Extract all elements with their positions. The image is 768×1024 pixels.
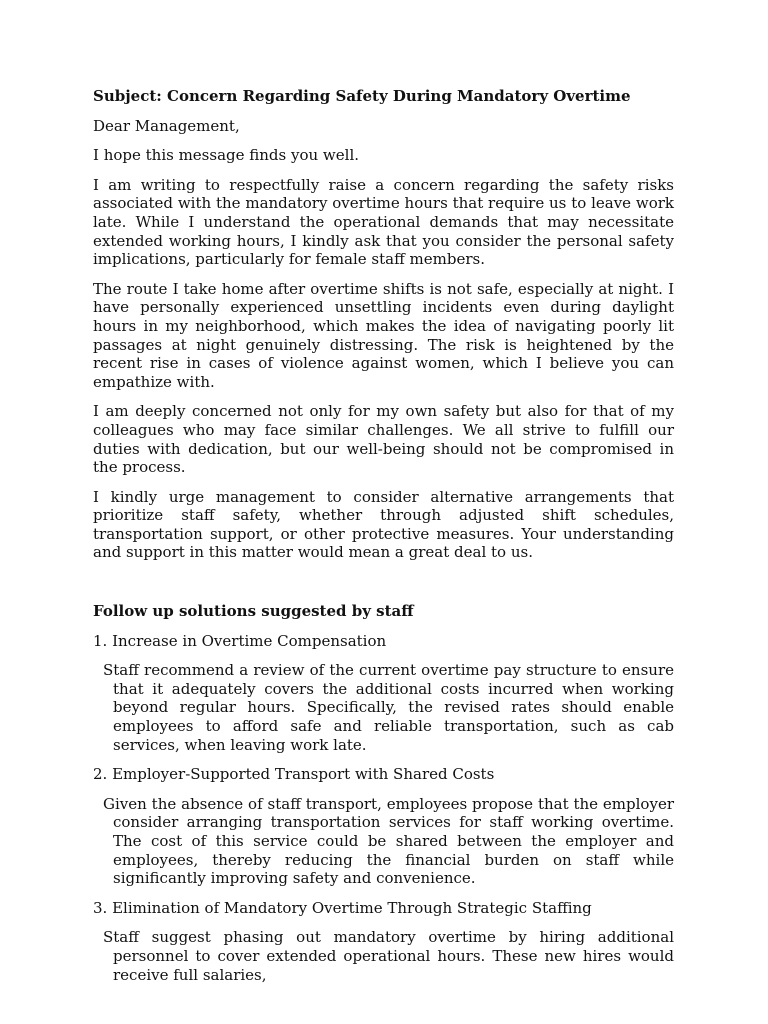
solution-1-body: Staff recommend a review of the current overtime pay structure to ensure that it adequately covers the additional costs incurred when working beyond regular hours. Specifically, the revised rates should enable employees to afford safe and reliable transportation, such as cab services, when leaving work late. bbox=[103, 661, 674, 754]
body-paragraph-1: I am writing to respectfully raise a concern regarding the safety risks associated with the mandatory overtime hours that require us to leave work late. While I understand the operational demands that may necessitate extended working hours, I kindly ask that you consider the personal safety implications, particularly for female staff members. bbox=[93, 175, 674, 269]
solution-3-body: Staff suggest phasing out mandatory overtime by hiring additional personnel to cover extended operational hours. These new hires would receive full salaries, bbox=[103, 928, 674, 984]
solutions-title: Follow up solutions suggested by staff bbox=[93, 602, 414, 621]
solution-1-heading: 1. Increase in Overtime Compensation bbox=[93, 631, 387, 650]
salutation: Dear Management, bbox=[93, 116, 240, 135]
body-paragraph-2: The route I take home after overtime shifts is not safe, especially at night. I have personally experienced unsettling incidents even during daylight hours in my neighborhood, which makes the idea of navigating poorly lit passages at night genuinely distressing. The risk is heightened by the recent rise in cases of violence against women, which I believe you can empathize with. bbox=[93, 279, 674, 391]
solution-3-heading: 3. Elimination of Mandatory Overtime Through Strategic Staffing bbox=[93, 898, 592, 917]
document-page bbox=[93, 87, 674, 995]
body-paragraph-3: I am deeply concerned not only for my own safety but also for that of my colleagues who may face similar challenges. We all strive to fulfill our duties with dedication, but our well-being should not be compromised in the process. bbox=[93, 402, 674, 477]
greeting: I hope this message finds you well. bbox=[93, 146, 360, 165]
body-paragraph-4: I kindly urge management to consider alternative arrangements that prioritize staff safety, whether through adjusted shift schedules, transportation support, or other protective measures. Your understanding and support in this matter would mean a great deal to us. bbox=[93, 487, 674, 562]
solution-2-heading: 2. Employer-Supported Transport with Shared Costs bbox=[93, 765, 495, 784]
subject-line: Subject: Concern Regarding Safety During Mandatory Overtime bbox=[93, 87, 631, 105]
solution-2-body: Given the absence of staff transport, employees propose that the employer consider arranging transportation services for staff working overtime. The cost of this service could be shared between the employer and employees, thereby reducing the financial burden on staff while significantly improving safety and convenience. bbox=[103, 794, 674, 888]
